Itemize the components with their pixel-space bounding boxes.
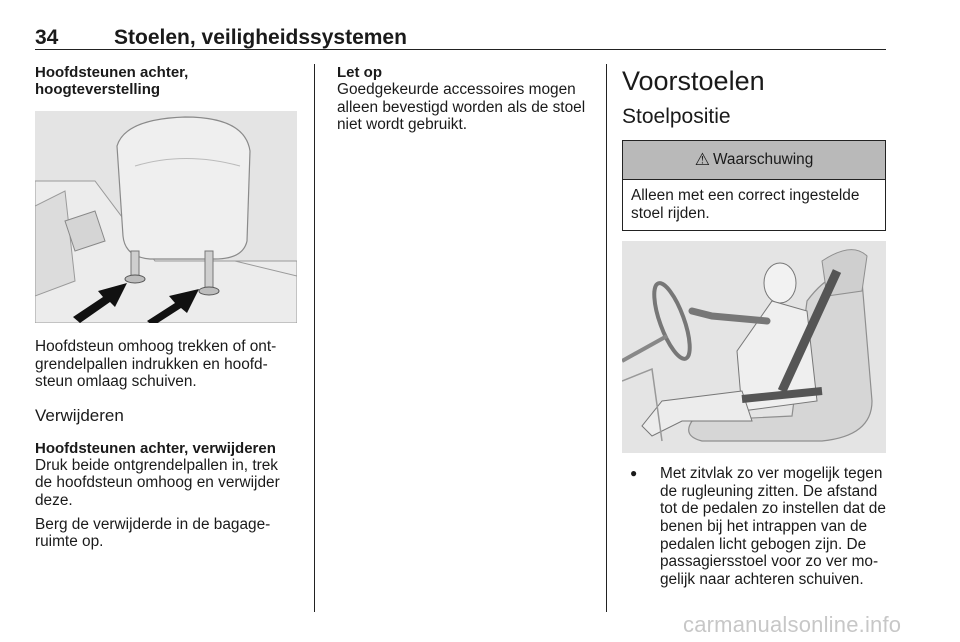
warning-text: Alleen met een correct ingestelde stoel rijden. [631, 187, 860, 222]
column-right [622, 66, 886, 588]
page-header [35, 24, 886, 50]
note-text: Goedgekeurde accessoires mogen alleen bevestigd worden als de stoel niet wordt gebruikt. [337, 81, 586, 134]
page-title: Stoelen, veiligheidssystemen [114, 26, 407, 49]
column-middle [337, 64, 599, 134]
column-divider [606, 64, 607, 612]
bullet-icon: ● [630, 466, 638, 481]
height-adjust-text: Hoofdsteun omhoog trekken of ont- grendelpallen indrukken en hoofd- steun omlaag schuiven. [35, 338, 277, 391]
seat-position-illustration [622, 241, 886, 453]
warning-triangle-icon: ⚠ [694, 150, 710, 169]
warning-title: Waarschuwing [712, 151, 814, 168]
remove-text: Druk beide ontgrendelpallen in, trek de hoofdsteun omhoog en verwijder deze. [35, 456, 280, 509]
column-divider [314, 64, 315, 612]
storage-text: Berg de verwijderde in de bagage- ruimte op. [35, 515, 271, 551]
warning-header [623, 141, 885, 180]
column-left [35, 64, 297, 551]
page-number: 34 [35, 26, 59, 49]
warning-box [622, 140, 886, 231]
section-heading-remove: Verwijderen [35, 405, 124, 425]
watermark: carmanualsonline.info [683, 612, 902, 637]
subhead-remove: Hoofdsteunen achter, verwijderen [35, 439, 276, 457]
subheading-seat-position: Stoelpositie [622, 105, 731, 128]
seat-advice-text: Met zitvlak zo ver mogelijk tegen de rugleuning zitten. De afstand tot de pedalen zo instellen dat de benen bij het intrappen van de pedalen licht gebogen zijn. De passagiersstoel voor zo ver mo- gelijk naar achteren schuiven. [660, 465, 886, 588]
headrest-illustration [35, 111, 297, 323]
note-label: Let op [337, 64, 382, 81]
list-item [622, 465, 886, 588]
subhead-height-adjust: Hoofdsteunen achter, hoogteverstelling [35, 64, 189, 98]
section-heading-front-seats: Voorstoelen [622, 66, 765, 96]
